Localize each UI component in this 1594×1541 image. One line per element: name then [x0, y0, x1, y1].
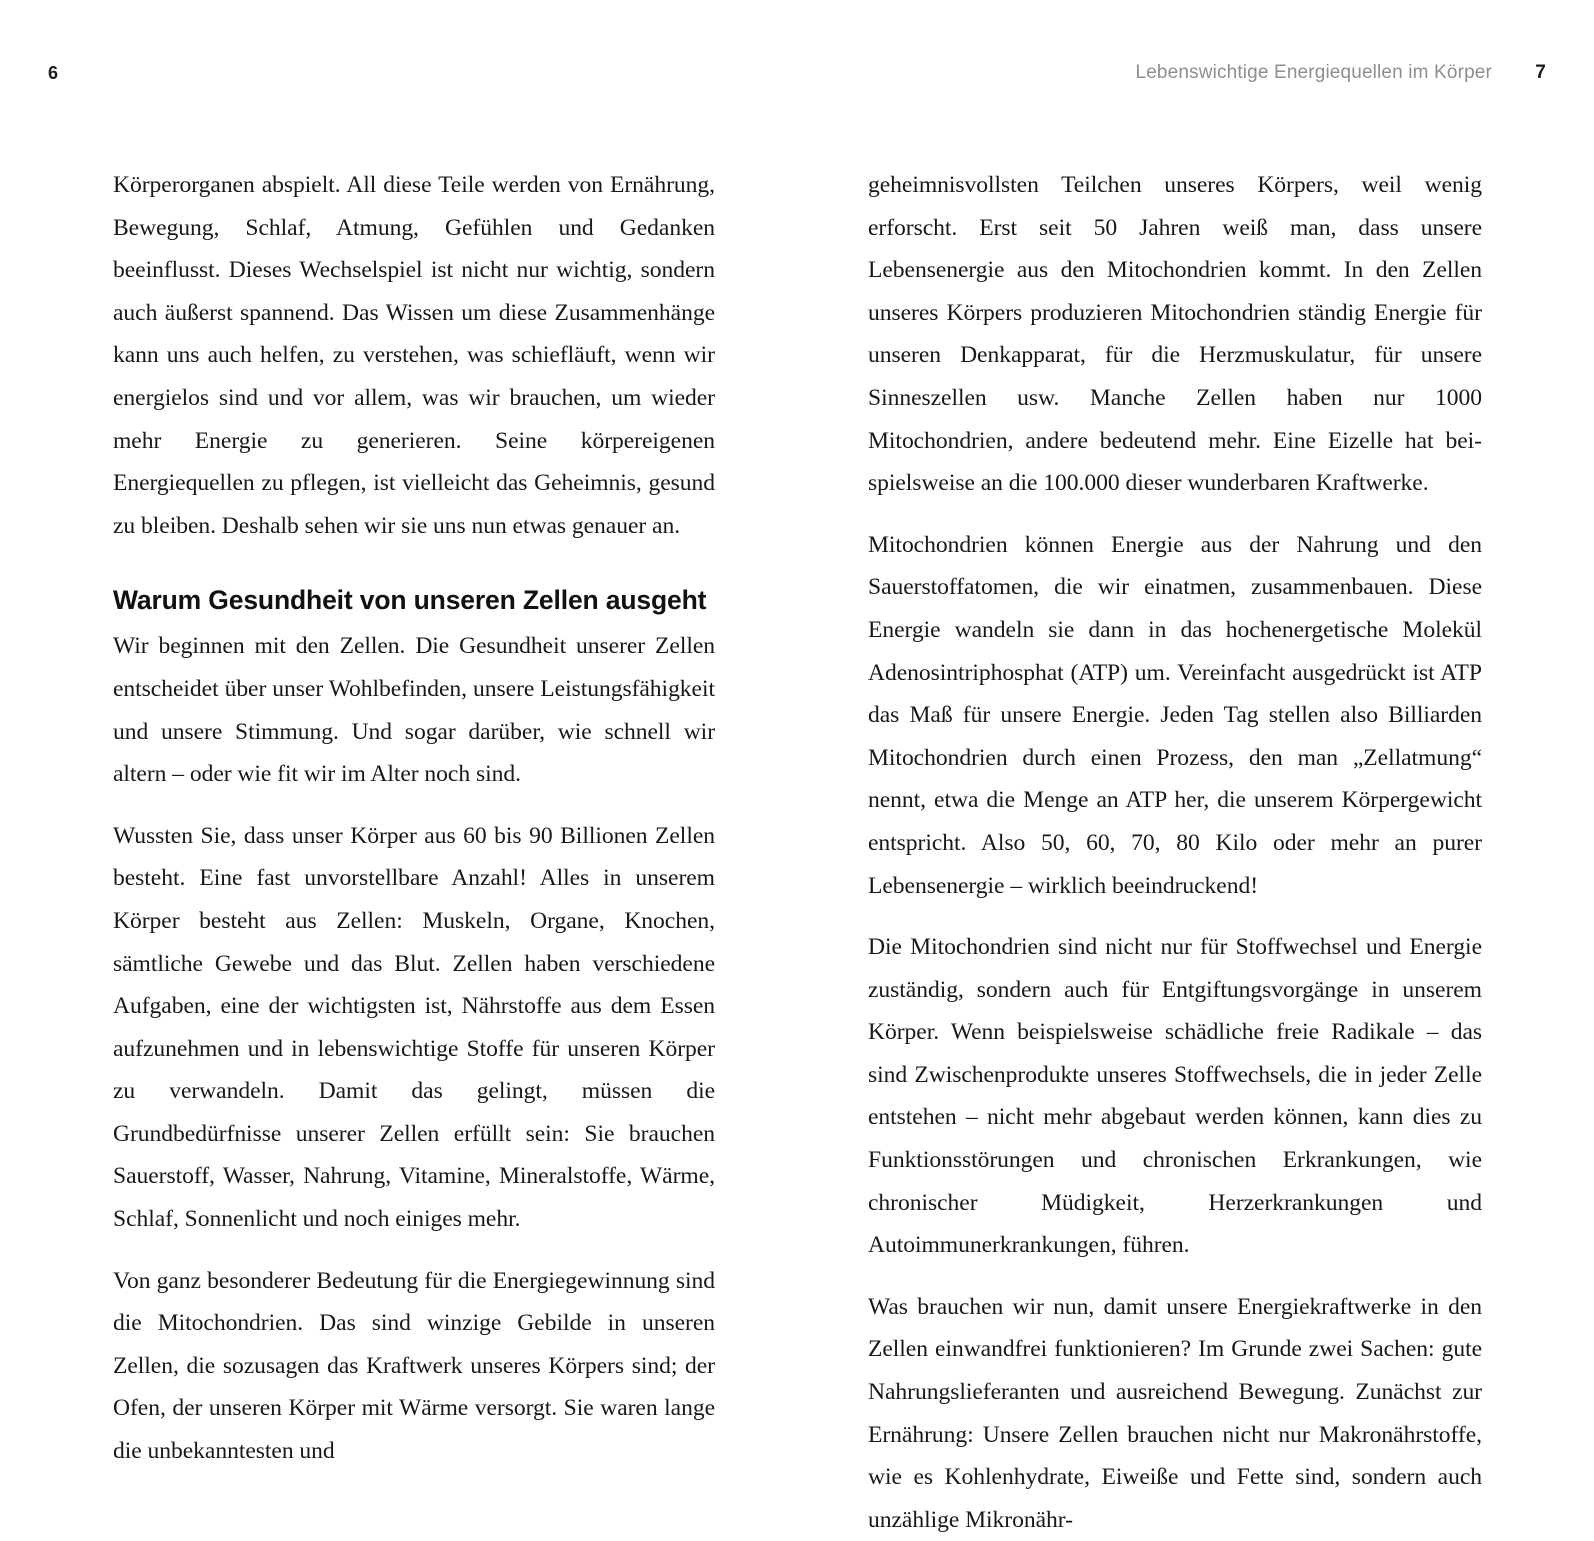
paragraph: Mitochondrien können Energie aus der Nahrung und den Sauerstoffatomen, die wir einatmen, zusammenbauen. Diese Energie wandeln sie dann in das hochenergetische Molekül Adenosintriphosphat (ATP) um. Vereinfacht ausgedrückt ist ATP das Maß für unsere Energie. Jeden Tag stellen also Billiarden Mitochondrien durch einen Prozess, den man „Zellatmung“ nennt, etwa die Menge an ATP her, die unserem Körpergewicht entspricht. Also 50, 60, 70, 80 Kilo oder mehr an purer Lebensenergie – wirklich beeindruckend!	[868, 531, 1482, 899]
paragraph: Körperorganen abspielt. All diese Teile werden von Ernährung, Bewegung, Schlaf, Atmung, Gefühlen und Gedanken beeinflusst. Dieses Wechselspiel ist nicht nur wichtig, sondern auch äußerst spannend. Das Wissen um diese Zusammenhänge kann uns auch helfen, zu verstehen, was schiefläuft, wenn wir energielos sind und vor allem, was wir brauchen, um wieder mehr Energie zu generieren. Seine körpereigenen Energiequellen zu pflegen, ist vielleicht das Geheimnis, gesund zu bleiben. Deshalb sehen wir sie uns nun etwas genauer an.	[113, 172, 715, 539]
paragraph: Von ganz besonderer Bedeutung für die Energiegewinnung sind die Mitochondrien. Das sind winzige Gebilde in unseren Zellen, die sozusagen das Kraftwerk unseres Körpers sind; der Ofen, der unseren Körper mit Wärme versorgt. Sie waren lange die unbekanntesten und	[113, 1267, 715, 1465]
running-head-right	[1135, 56, 1546, 90]
paragraph: Was brauchen wir nun, damit unsere Energiekraftwerke in den Zellen einwandfrei funktionieren? Im Grunde zwei Sachen: gute Nahrungslieferanten und ausreichend Bewegung. Zunächst zur Ernährung: Unsere Zellen brauchen nicht nur Makronährstoffe, wie es Kohlenhydrate, Eiweiße und Fette sind, sondern auch unzählige Mikronähr-	[868, 1293, 1482, 1533]
paragraph: Die Mitochondrien sind nicht nur für Stoffwechsel und Energie zuständig, sondern auch für Entgiftungsvorgänge in unserem Körper. Wenn beispielsweise schädliche freie Radikale – das sind Zwischenprodukte unseres Stoffwechsels, die in jeder Zelle entstehen – nicht mehr abgebaut werden können, kann dies zu Funktionsstörungen und chronischen Erkrankungen, wie chronischer Müdigkeit, Herzerkrankungen und Autoimmunerkrankungen, führen.	[868, 934, 1482, 1259]
chapter-title-header: Lebenswichtige Energiequellen im Körper	[1135, 62, 1492, 83]
paragraph: geheimnisvollsten Teilchen unseres Körpers, weil wenig erforscht. Erst seit 50 Jahren weiß man, dass unsere Lebensenergie aus den Mitochondrien kommt. In den Zellen unseres Körpers produzieren Mitochondrien ständig Energie für unseren Denkapparat, für die Herzmuskulatur, für unsere Sinneszellen usw. Manche Zellen haben nur 1000 Mitochondrien, andere bedeutend mehr. Eine Eizelle hat beispielsweise an die 100.000 dieser wunderbaren Kraftwerke.	[868, 172, 1482, 497]
section-heading: Warum Gesundheit von unseren Zellen ausgeht	[113, 585, 707, 616]
paragraph: Wir beginnen mit den Zellen. Die Gesundheit unserer Zellen entscheidet über unser Wohlbefinden, unsere Leistungsfähigkeit und unsere Stimmung. Und sogar darüber, wie schnell wir altern – oder wie fit wir im Alter noch sind.	[113, 633, 715, 788]
left-page-text-column	[113, 164, 715, 1473]
page-number-left: 6	[48, 63, 59, 83]
right-page-text-column	[868, 164, 1482, 1541]
page-number-right: 7	[1535, 62, 1546, 83]
paragraph: Wussten Sie, dass unser Körper aus 60 bis 90 Billionen Zellen besteht. Eine fast unvorstellbare Anzahl! Alles in unserem Körper besteht aus Zellen: Muskeln, Organe, Knochen, sämtliche Gewebe und das Blut. Zellen haben verschiedene Aufgaben, eine der wichtigsten ist, Nährstoffe aus dem Essen aufzunehmen und in lebenswichtige Stoffe für unseren Körper zu verwandeln. Damit das gelingt, müssen die Grundbedürfnisse unserer Zellen erfüllt sein: Sie brauchen Sauerstoff, Wasser, Nahrung, Vitamine, Mineralstoffe, Wärme, Schlaf, Sonnenlicht und noch einiges mehr.	[113, 822, 715, 1233]
